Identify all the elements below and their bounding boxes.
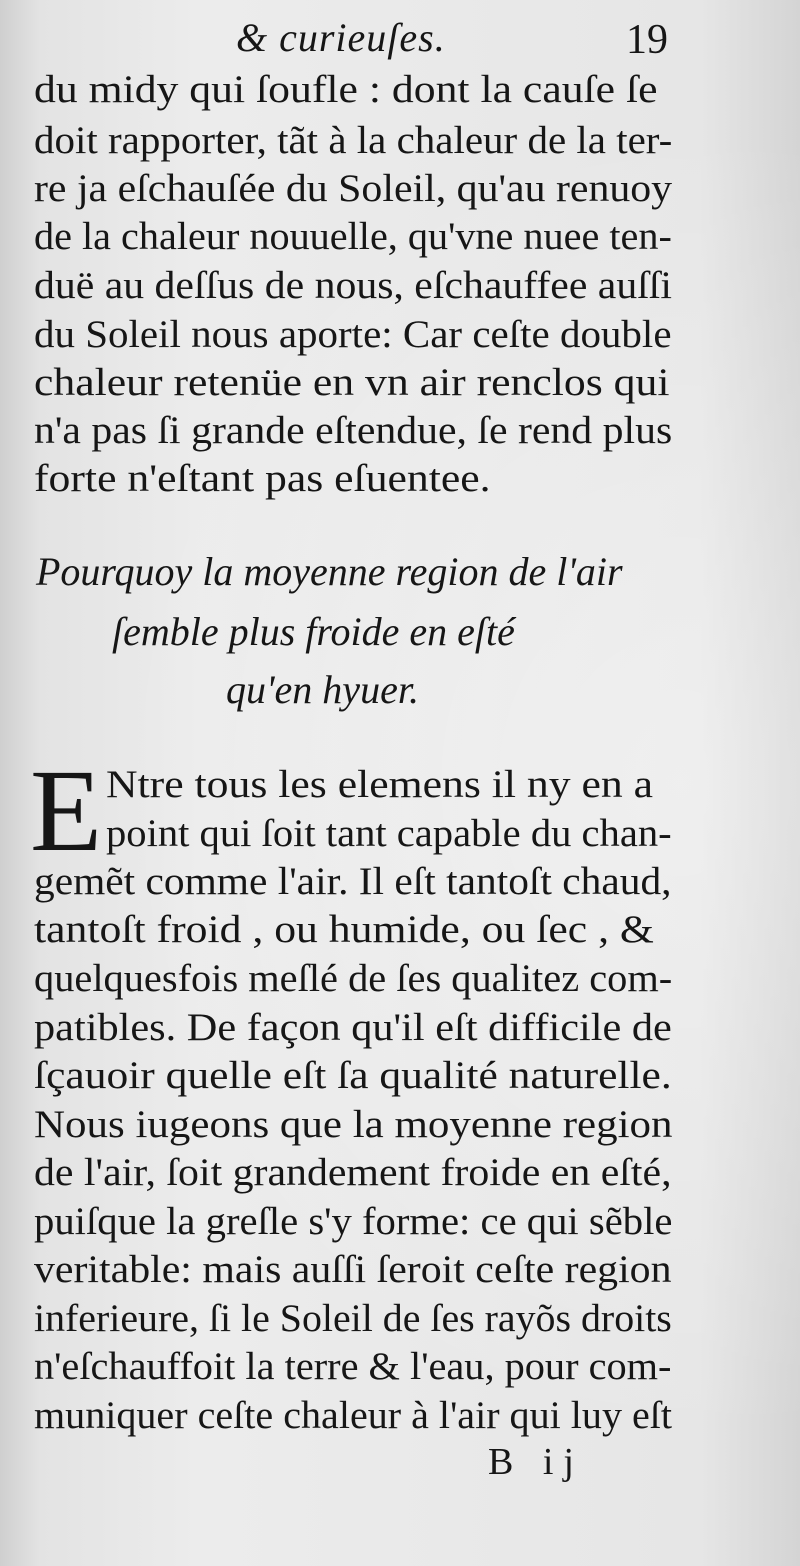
- text-line: chaleur retenüe en vn air renclos qui: [34, 361, 670, 404]
- text-line: n'eſchauffoit la terre & l'eau, pour com-: [34, 1345, 672, 1388]
- drop-cap-initial: E: [30, 745, 103, 876]
- heading-line: ſemble plus froide en eſté: [112, 609, 515, 654]
- heading-line: qu'en hyuer.: [226, 667, 419, 712]
- running-header: [0, 8, 800, 72]
- page-number: 19: [626, 17, 668, 63]
- signature-mark: B ij: [488, 1441, 584, 1483]
- text-line: puiſque la greſle s'y forme: ce qui sẽble: [34, 1200, 673, 1243]
- text-line: inferieure, ſi le Soleil de ſes rayõs droits: [34, 1297, 672, 1340]
- text-line: Nous iugeons que la moyenne region: [34, 1103, 673, 1146]
- text-line: n'a pas ſi grande eſtendue, ſe rend plus: [34, 409, 673, 452]
- text-line: muniquer ceſte chaleur à l'air qui luy eſt: [34, 1394, 673, 1437]
- text-line: du Soleil nous aporte: Car ceſte double: [34, 313, 672, 356]
- text-line: du midy qui ſoufle : dont la cauſe ſe: [34, 68, 658, 111]
- text-line: doit rapporter, tãt à la chaleur de la ter-: [34, 119, 673, 162]
- text-line: Ntre tous les elemens il ny en a: [106, 763, 654, 806]
- text-line: forte n'eſtant pas eſuentee.: [34, 457, 491, 500]
- heading-line: Pourquoy la moyenne region de l'air: [36, 549, 623, 594]
- text-line: point qui ſoit tant capable du chan-: [106, 812, 672, 855]
- text-line: veritable: mais auſſi ſeroit ceſte region: [34, 1248, 672, 1291]
- text-line: tantoſt froid , ou humide, ou ſec , &: [34, 908, 654, 951]
- text-line: ſçauoir quelle eſt ſa qualité naturelle.: [34, 1054, 672, 1097]
- text-line: patibles. De façon qu'il eſt difficile de: [34, 1006, 672, 1049]
- text-line: duë au deſſus de nous, eſchauffee auſſi: [34, 264, 673, 307]
- text-line: re ja eſchauſée du Soleil, qu'au renuoy: [34, 167, 673, 210]
- text-line: de la chaleur nouuelle, qu'vne nuee ten-: [34, 215, 672, 258]
- running-title: & curieuſes.: [236, 15, 446, 60]
- text-line: de l'air, ſoit grandement froide en eſté,: [34, 1151, 672, 1194]
- text-line: quelquesfois meſlé de ſes qualitez com-: [34, 957, 673, 1000]
- text-line: gemẽt comme l'air. Il eſt tantoſt chaud,: [34, 860, 672, 903]
